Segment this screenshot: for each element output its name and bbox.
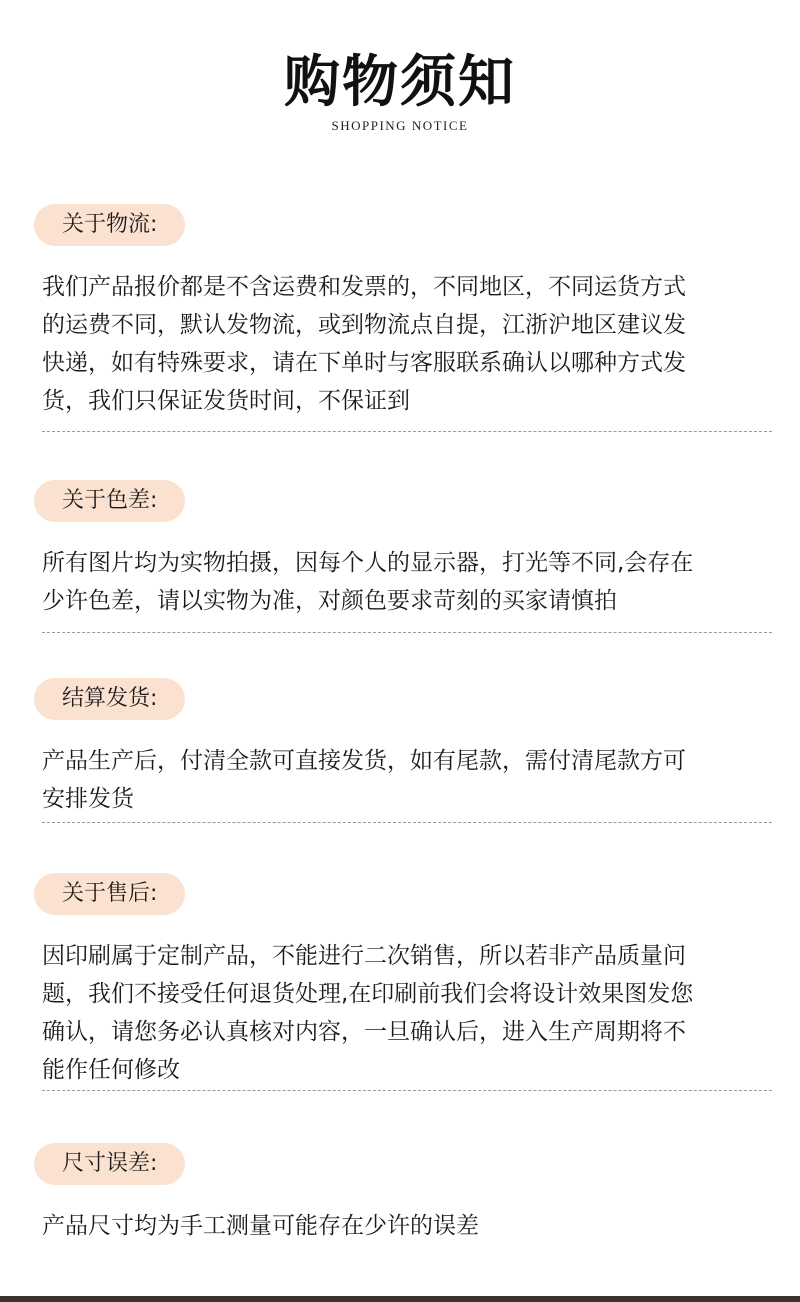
section-divider — [42, 431, 772, 432]
text-line: 的运费不同，默认发物流，或到物流点自提，江浙沪地区建议发 — [42, 312, 686, 338]
text-line: 题，我们不接受任何退货处理,在印刷前我们会将设计效果图发您 — [42, 981, 694, 1007]
text-line: 安排发货 — [42, 786, 134, 812]
footer-bar — [0, 1296, 800, 1302]
section-body — [42, 742, 762, 818]
text-line: 我们产品报价都是不含运费和发票的，不同地区，不同运货方式 — [42, 274, 686, 300]
section-divider — [42, 822, 772, 823]
section-body — [42, 937, 762, 1089]
text-line: 少许色差，请以实物为准，对颜色要求苛刻的买家请慎拍 — [42, 588, 617, 614]
section-heading: 关于物流: — [34, 204, 185, 246]
text-line: 因印刷属于定制产品，不能进行二次销售，所以若非产品质量问 — [42, 943, 686, 969]
page-header — [0, 48, 800, 134]
text-line: 能作任何修改 — [42, 1057, 180, 1083]
text-line: 确认，请您务必认真核对内容，一旦确认后，进入生产周期将不 — [42, 1019, 686, 1045]
text-line: 所有图片均为实物拍摄，因每个人的显示器，打光等不同,会存在 — [42, 550, 694, 576]
text-line: 产品生产后，付清全款可直接发货，如有尾款，需付清尾款方可 — [42, 748, 686, 774]
section-body — [42, 1207, 762, 1245]
text-line: 货，我们只保证发货时间，不保证到 — [42, 388, 410, 414]
section-body — [42, 268, 762, 420]
section-heading: 尺寸误差: — [34, 1143, 185, 1185]
section-heading: 关于售后: — [34, 873, 185, 915]
text-line: 产品尺寸均为手工测量可能存在少许的误差 — [42, 1213, 479, 1239]
section-divider — [42, 1090, 772, 1091]
section-heading: 关于色差: — [34, 480, 185, 522]
page-title: 购物须知 — [284, 49, 516, 115]
section-body — [42, 544, 762, 620]
section-heading: 结算发货: — [34, 678, 185, 720]
page-subtitle: SHOPPING NOTICE — [331, 118, 469, 133]
text-line: 快递，如有特殊要求，请在下单时与客服联系确认以哪种方式发 — [42, 350, 686, 376]
section-divider — [42, 632, 772, 633]
